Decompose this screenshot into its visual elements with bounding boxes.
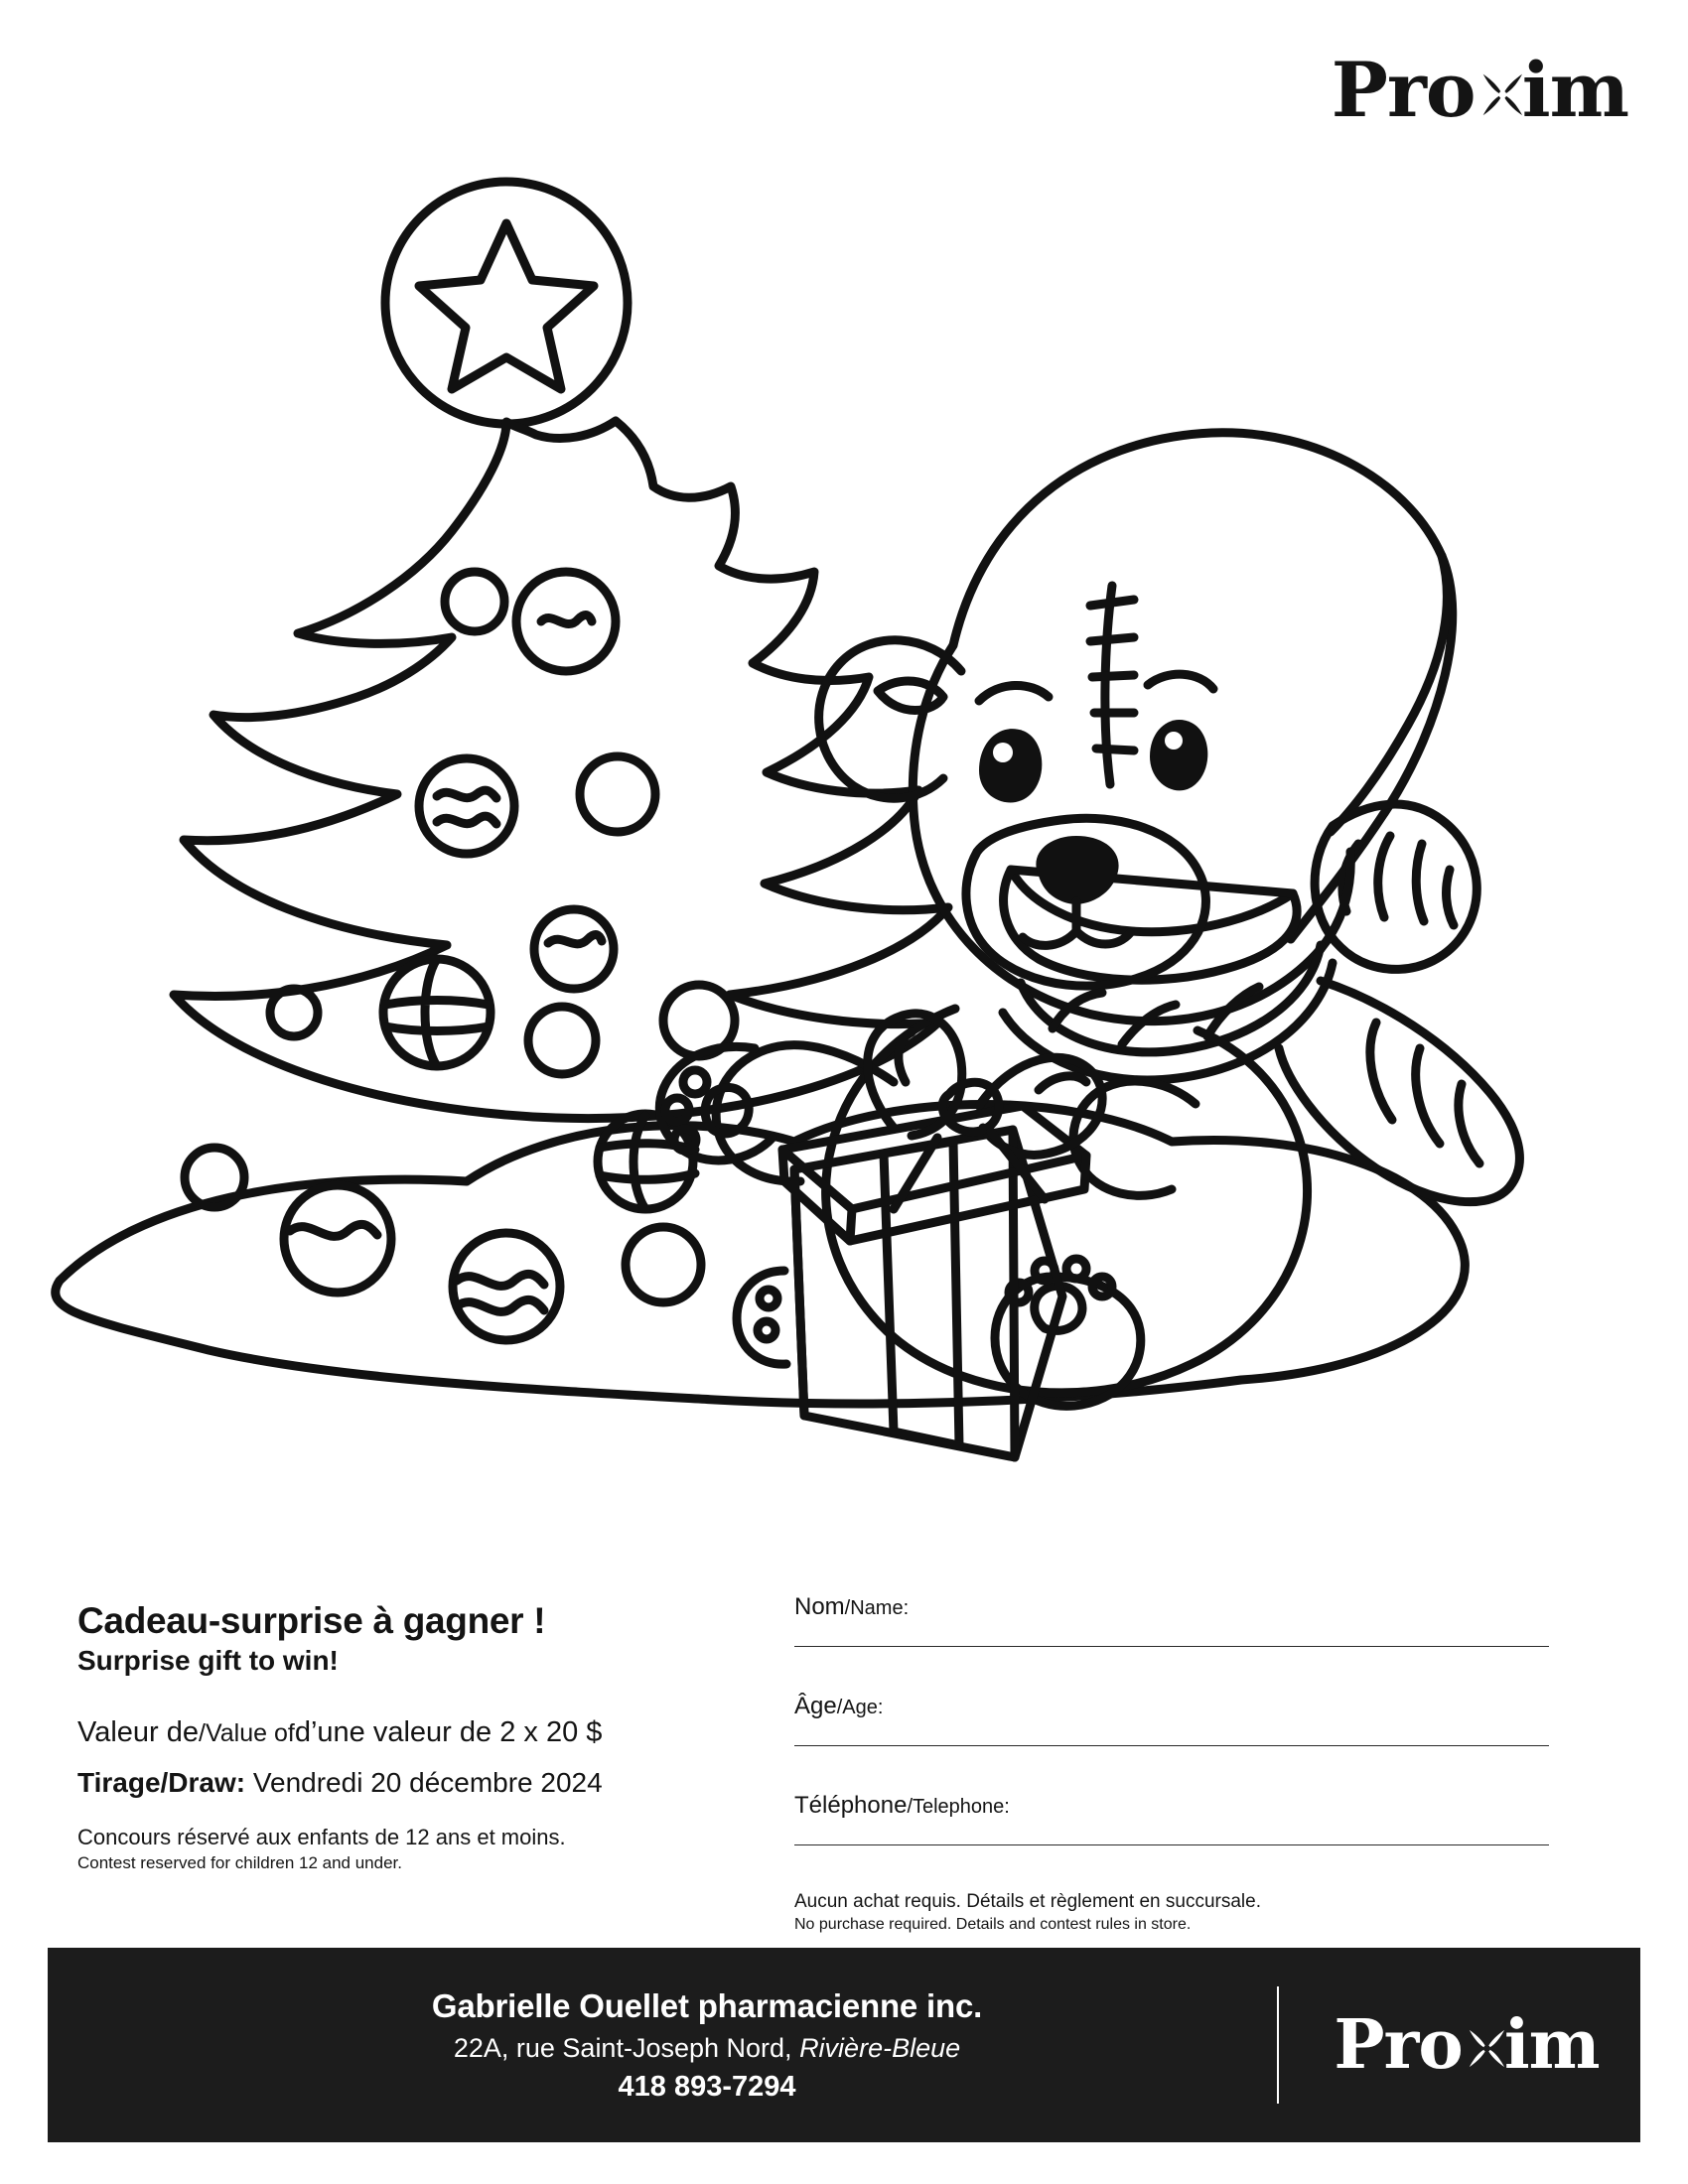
draw-date: Vendredi 20 décembre 2024 bbox=[252, 1767, 603, 1799]
age-label-en: /Age: bbox=[836, 1697, 884, 1718]
christmas-coloring-illustration bbox=[0, 89, 1688, 1578]
promo-info-block bbox=[77, 1600, 773, 1873]
footer-phone: 418 893-7294 bbox=[618, 2071, 796, 2104]
age-input[interactable] bbox=[794, 1720, 1549, 1746]
name-input[interactable] bbox=[794, 1621, 1549, 1647]
age-label-fr: Âge bbox=[794, 1693, 837, 1719]
phone-label-fr: Téléphone bbox=[794, 1792, 908, 1819]
footer-logo-text-part2: im bbox=[1503, 2005, 1600, 2085]
promo-draw-line bbox=[77, 1767, 773, 1799]
name-label-fr: Nom bbox=[794, 1593, 845, 1620]
value-amount: d’une valeur de 2 x 20 $ bbox=[294, 1715, 603, 1748]
value-label-fr: Valeur de bbox=[77, 1715, 199, 1748]
contest-entry-form bbox=[794, 1593, 1549, 1934]
phone-input[interactable] bbox=[794, 1820, 1549, 1845]
proxim-wordmark-footer bbox=[1334, 2005, 1600, 2085]
draw-label: Tirage/Draw: bbox=[77, 1767, 246, 1799]
phone-label-en: /Telephone: bbox=[907, 1796, 1010, 1818]
promo-rules-fr: Concours réservé aux enfants de 12 ans et moins. bbox=[77, 1825, 566, 1850]
footer-address bbox=[137, 2032, 1277, 2064]
promo-rules-en: Contest reserved for children 12 and under. bbox=[77, 1853, 402, 1873]
name-field-label bbox=[794, 1593, 1549, 1621]
promo-value-line bbox=[77, 1715, 773, 1750]
value-label-en: /Value of bbox=[199, 1718, 295, 1747]
form-row-name bbox=[794, 1593, 1549, 1647]
legal-notice bbox=[794, 1891, 1549, 1934]
legal-text-en: No purchase required. Details and contest rules in store. bbox=[794, 1916, 1192, 1933]
footer-address-city: Rivière-Bleue bbox=[799, 2033, 961, 2064]
logo-text-part1: Pro bbox=[1331, 46, 1476, 134]
promo-headline-en: Surprise gift to win! bbox=[77, 1645, 339, 1677]
footer-divider bbox=[1277, 1986, 1279, 2104]
footer-pharmacy-name: Gabrielle Ouellet pharmacienne inc. bbox=[431, 1986, 983, 2024]
phone-field-label bbox=[794, 1792, 1549, 1820]
footer-pharmacy-info bbox=[48, 1986, 1277, 2105]
footer-address-street: 22A, rue Saint-Joseph Nord, bbox=[453, 2033, 792, 2064]
promo-headline-fr: Cadeau-surprise à gagner ! bbox=[77, 1600, 546, 1641]
form-row-phone bbox=[794, 1792, 1549, 1845]
form-row-age bbox=[794, 1693, 1549, 1746]
legal-text-fr: Aucun achat requis. Détails et règlement en succursale. bbox=[794, 1891, 1261, 1912]
name-label-en: /Name: bbox=[844, 1597, 910, 1619]
proxim-logo-footer bbox=[1313, 2005, 1640, 2085]
logo-text-part2: im bbox=[1521, 46, 1628, 134]
footer-bar bbox=[48, 1948, 1640, 2142]
age-field-label bbox=[794, 1693, 1549, 1720]
footer-logo-text-part1: Pro bbox=[1334, 2005, 1463, 2085]
